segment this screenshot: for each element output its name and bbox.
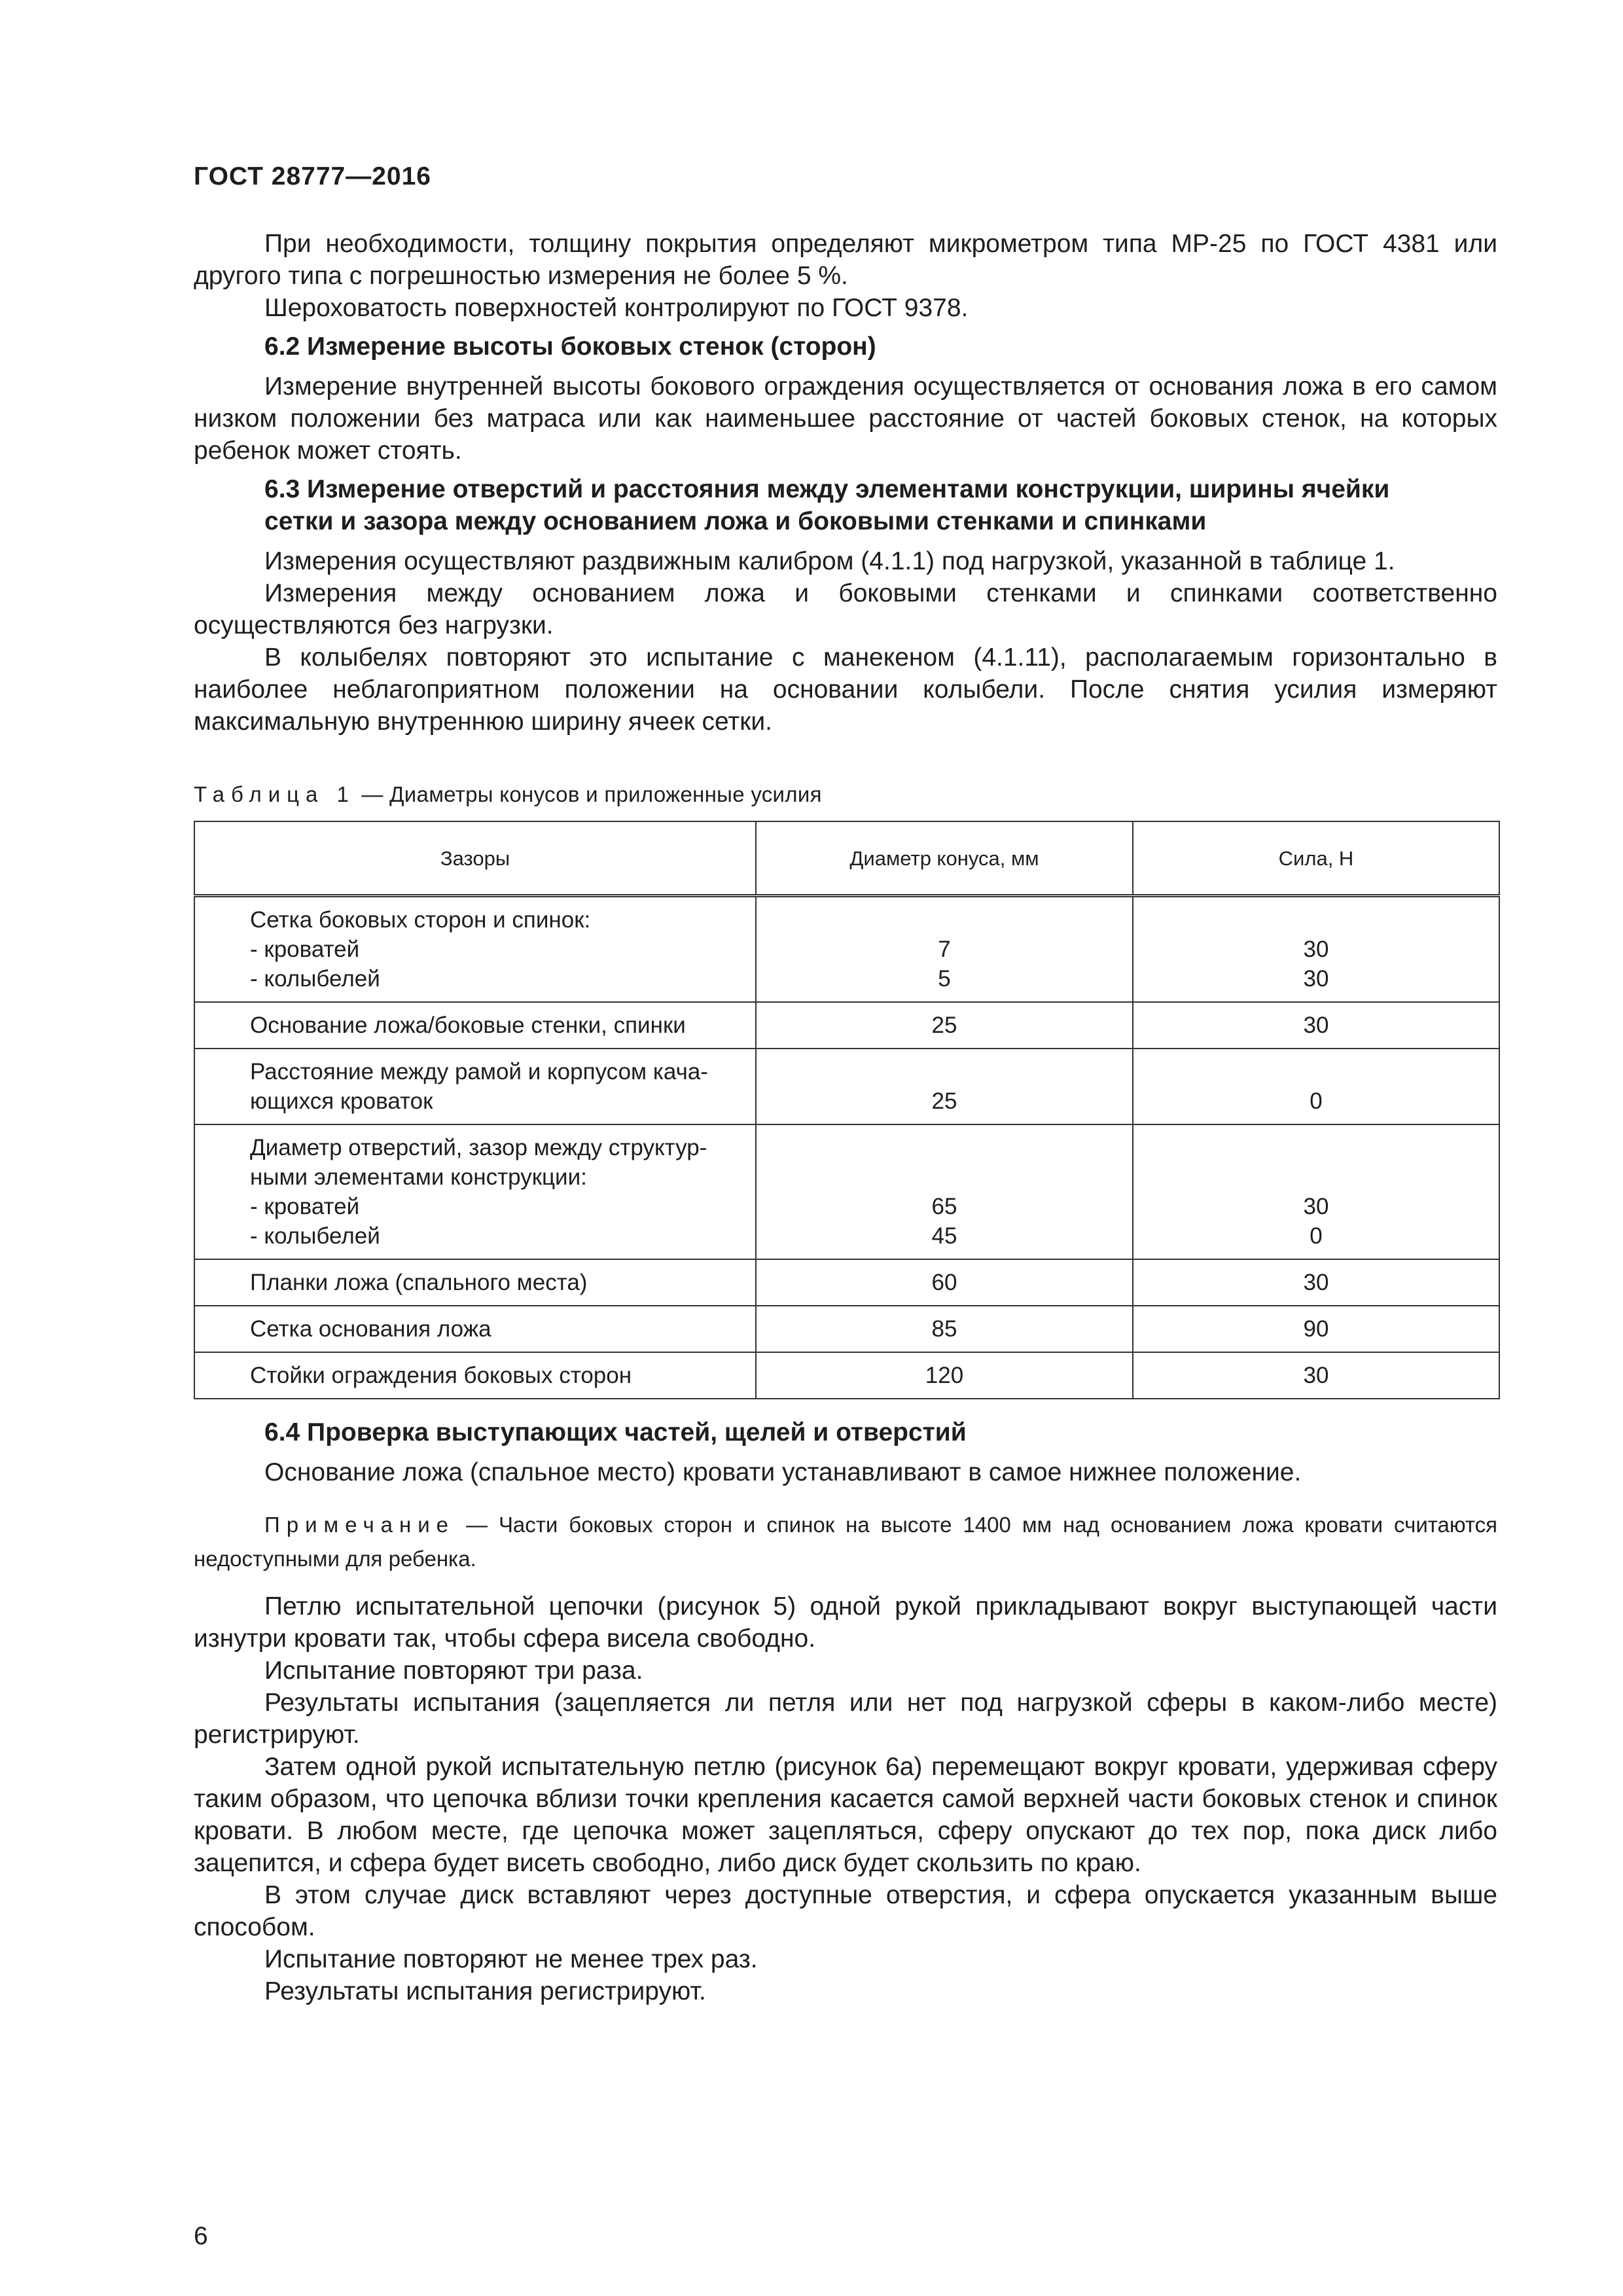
cell-cone-diameter [756,1259,1133,1306]
note-label: Примечание [264,1513,455,1537]
paragraph: Измерения между основанием ложа и боковыми стенками и спинками соответственно осуществляются без нагрузки. [194,579,1497,639]
cell-line: Основание ложа/боковые стенки, спинки [250,1013,686,1038]
paragraph: Измерение внутренней высоты бокового ограждения осуществляется от основания ложа в его самом низком положении без матраса или как наименьшее расстояние от частей боковых стенок, на которых ребенок может стоять. [194,372,1497,465]
cell-line: 30 [1303,1363,1329,1388]
cell-gap-type [194,1124,756,1259]
cell-line: 30 [1303,966,1329,992]
cell-line: 30 [1303,937,1329,962]
cell-line [757,1162,1132,1192]
section-heading-6-2: 6.2 Измерение высоты боковых стенок (сторон) [264,332,876,361]
cell-line: 7 [938,937,951,962]
cell-gap-type [194,1002,756,1049]
cell-line: - кроватей [250,937,360,962]
cell-cone-diameter [756,896,1133,1003]
paragraph: В колыбелях повторяют это испытание с манекеном (4.1.11), располагаемым горизонтально в наиболее неблагоприятном положении на основании колыбели. После снятия усилия измеряют максимальную внутреннюю ширину ячеек сетки. [194,643,1497,736]
cell-line [1133,1133,1499,1162]
column-header: Диаметр конуса, мм [756,821,1133,896]
cell-gap-type [194,896,756,1003]
cell-force [1133,1259,1499,1306]
paragraph: Результаты испытания (зацепляется ли петля или нет под нагрузкой сферы в каком-либо месте) регистрируют. [194,1689,1497,1749]
table-row [194,1049,1499,1124]
cell-line: 30 [1303,1194,1329,1219]
cell-line: Диаметр отверстий, зазор между структур- [250,1135,707,1160]
table-row [194,1002,1499,1049]
table-row [194,1352,1499,1399]
table-row [194,1306,1499,1352]
cell-gap-type [194,1049,756,1124]
table-caption [194,778,1497,810]
page-content [194,228,1497,2007]
paragraph: Основание ложа (спальное место) кровати устанавливают в самое нижнее положение. [264,1458,1302,1486]
table-row [194,896,1499,1003]
column-header: Сила, Н [1133,821,1499,896]
cell-line: Стойки ограждения боковых сторон [250,1363,632,1388]
table-caption-text: — Диаметры конусов и приложенные усилия [355,782,822,806]
table-caption-label: Таблица 1 [194,782,355,806]
cell-line: ными элементами конструкции: [250,1164,587,1190]
paragraph: Шероховатость поверхностей контролируют по ГОСТ 9378. [264,294,969,322]
cell-cone-diameter [756,1352,1133,1399]
cell-gap-type [194,1306,756,1352]
section-heading-6-4: 6.4 Проверка выступающих частей, щелей и отверстий [264,1418,967,1446]
cell-force [1133,1049,1499,1124]
cell-line: 5 [938,966,951,992]
cell-line: - колыбелей [250,1223,380,1249]
note [194,1508,1497,1576]
note-text: — Части боковых сторон и спинок на высоте 1400 мм над основанием ложа кровати считаются недоступными для ребенка. [194,1513,1497,1571]
cell-force [1133,896,1499,1003]
cell-force [1133,1124,1499,1259]
paragraph: Испытание повторяют три раза. [264,1657,643,1685]
cell-line [1133,1162,1499,1192]
cell-line [757,1133,1132,1162]
paragraph: Затем одной рукой испытательную петлю (рисунок 6а) перемещают вокруг кровати, удерживая сферу таким образом, что цепочка вблизи точки крепления касается самой верхней части боковых стенок и спинок кровати. В любом месте, где цепочка может зацепляться, сферу опускают до тех пор, пока диск либо зацепится, и сфера будет висеть свободно, либо диск будет скользить по краю. [194,1753,1497,1877]
column-header: Зазоры [194,821,756,896]
cell-line [757,905,1132,935]
paragraph: Испытание повторяют не менее трех раз. [264,1945,758,1973]
cell-line: 25 [931,1088,957,1114]
heading-line: 6.3 Измерение отверстий и расстояния между элементами конструкции, ширины ячейки [264,475,1390,503]
cell-line: Сетка основания ложа [250,1316,491,1342]
page-number: 6 [194,2222,208,2250]
cell-line: 30 [1303,1013,1329,1038]
data-table [194,821,1500,1399]
cell-line: 0 [1310,1088,1323,1114]
paragraph: При необходимости, толщину покрытия определяют микрометром типа МР-25 по ГОСТ 4381 или другого типа с погрешностью измерения не более 5 %. [194,230,1497,290]
cell-line: 45 [931,1223,957,1249]
cell-line: Сетка боковых сторон и спинок: [250,907,591,933]
standard-header: ГОСТ 28777—2016 [194,162,431,190]
cell-line: 90 [1303,1316,1329,1342]
cell-line: ющихся кроваток [250,1088,433,1114]
cell-force [1133,1002,1499,1049]
paragraph: Измерения осуществляют раздвижным калибром (4.1.1) под нагрузкой, указанной в таблице 1. [264,547,1395,575]
cell-line: 120 [925,1363,964,1388]
table-header-row [194,821,1499,896]
cell-line: 25 [931,1013,957,1038]
cell-gap-type [194,1352,756,1399]
cell-cone-diameter [756,1306,1133,1352]
cell-cone-diameter [756,1049,1133,1124]
paragraph: Результаты испытания регистрируют. [264,1977,706,2005]
cell-force [1133,1306,1499,1352]
section-heading-6-3 [194,473,1497,537]
cell-line: - колыбелей [250,966,380,992]
cell-line [1133,905,1499,935]
cell-cone-diameter [756,1002,1133,1049]
paragraph: Петлю испытательной цепочки (рисунок 5) одной рукой прикладывают вокруг выступающей части изнутри кровати так, чтобы сфера висела свободно. [194,1592,1497,1653]
cell-line: 0 [1310,1223,1323,1249]
cell-line: Планки ложа (спального места) [250,1270,588,1295]
cell-line: Расстояние между рамой и корпусом кача- [250,1059,708,1085]
table-row [194,1259,1499,1306]
heading-line: сетки и зазора между основанием ложа и боковыми стенками и спинками [264,507,1207,535]
cell-line: 30 [1303,1270,1329,1295]
paragraph: В этом случае диск вставляют через доступные отверстия, и сфера опускается указанным выше способом. [194,1881,1497,1941]
cell-line [757,1057,1132,1086]
table-row [194,1124,1499,1259]
cell-line: 65 [931,1194,957,1219]
cell-line: 85 [931,1316,957,1342]
cell-gap-type [194,1259,756,1306]
cell-force [1133,1352,1499,1399]
cell-line: 60 [931,1270,957,1295]
cell-line: - кроватей [250,1194,360,1219]
cell-cone-diameter [756,1124,1133,1259]
cell-line [1133,1057,1499,1086]
